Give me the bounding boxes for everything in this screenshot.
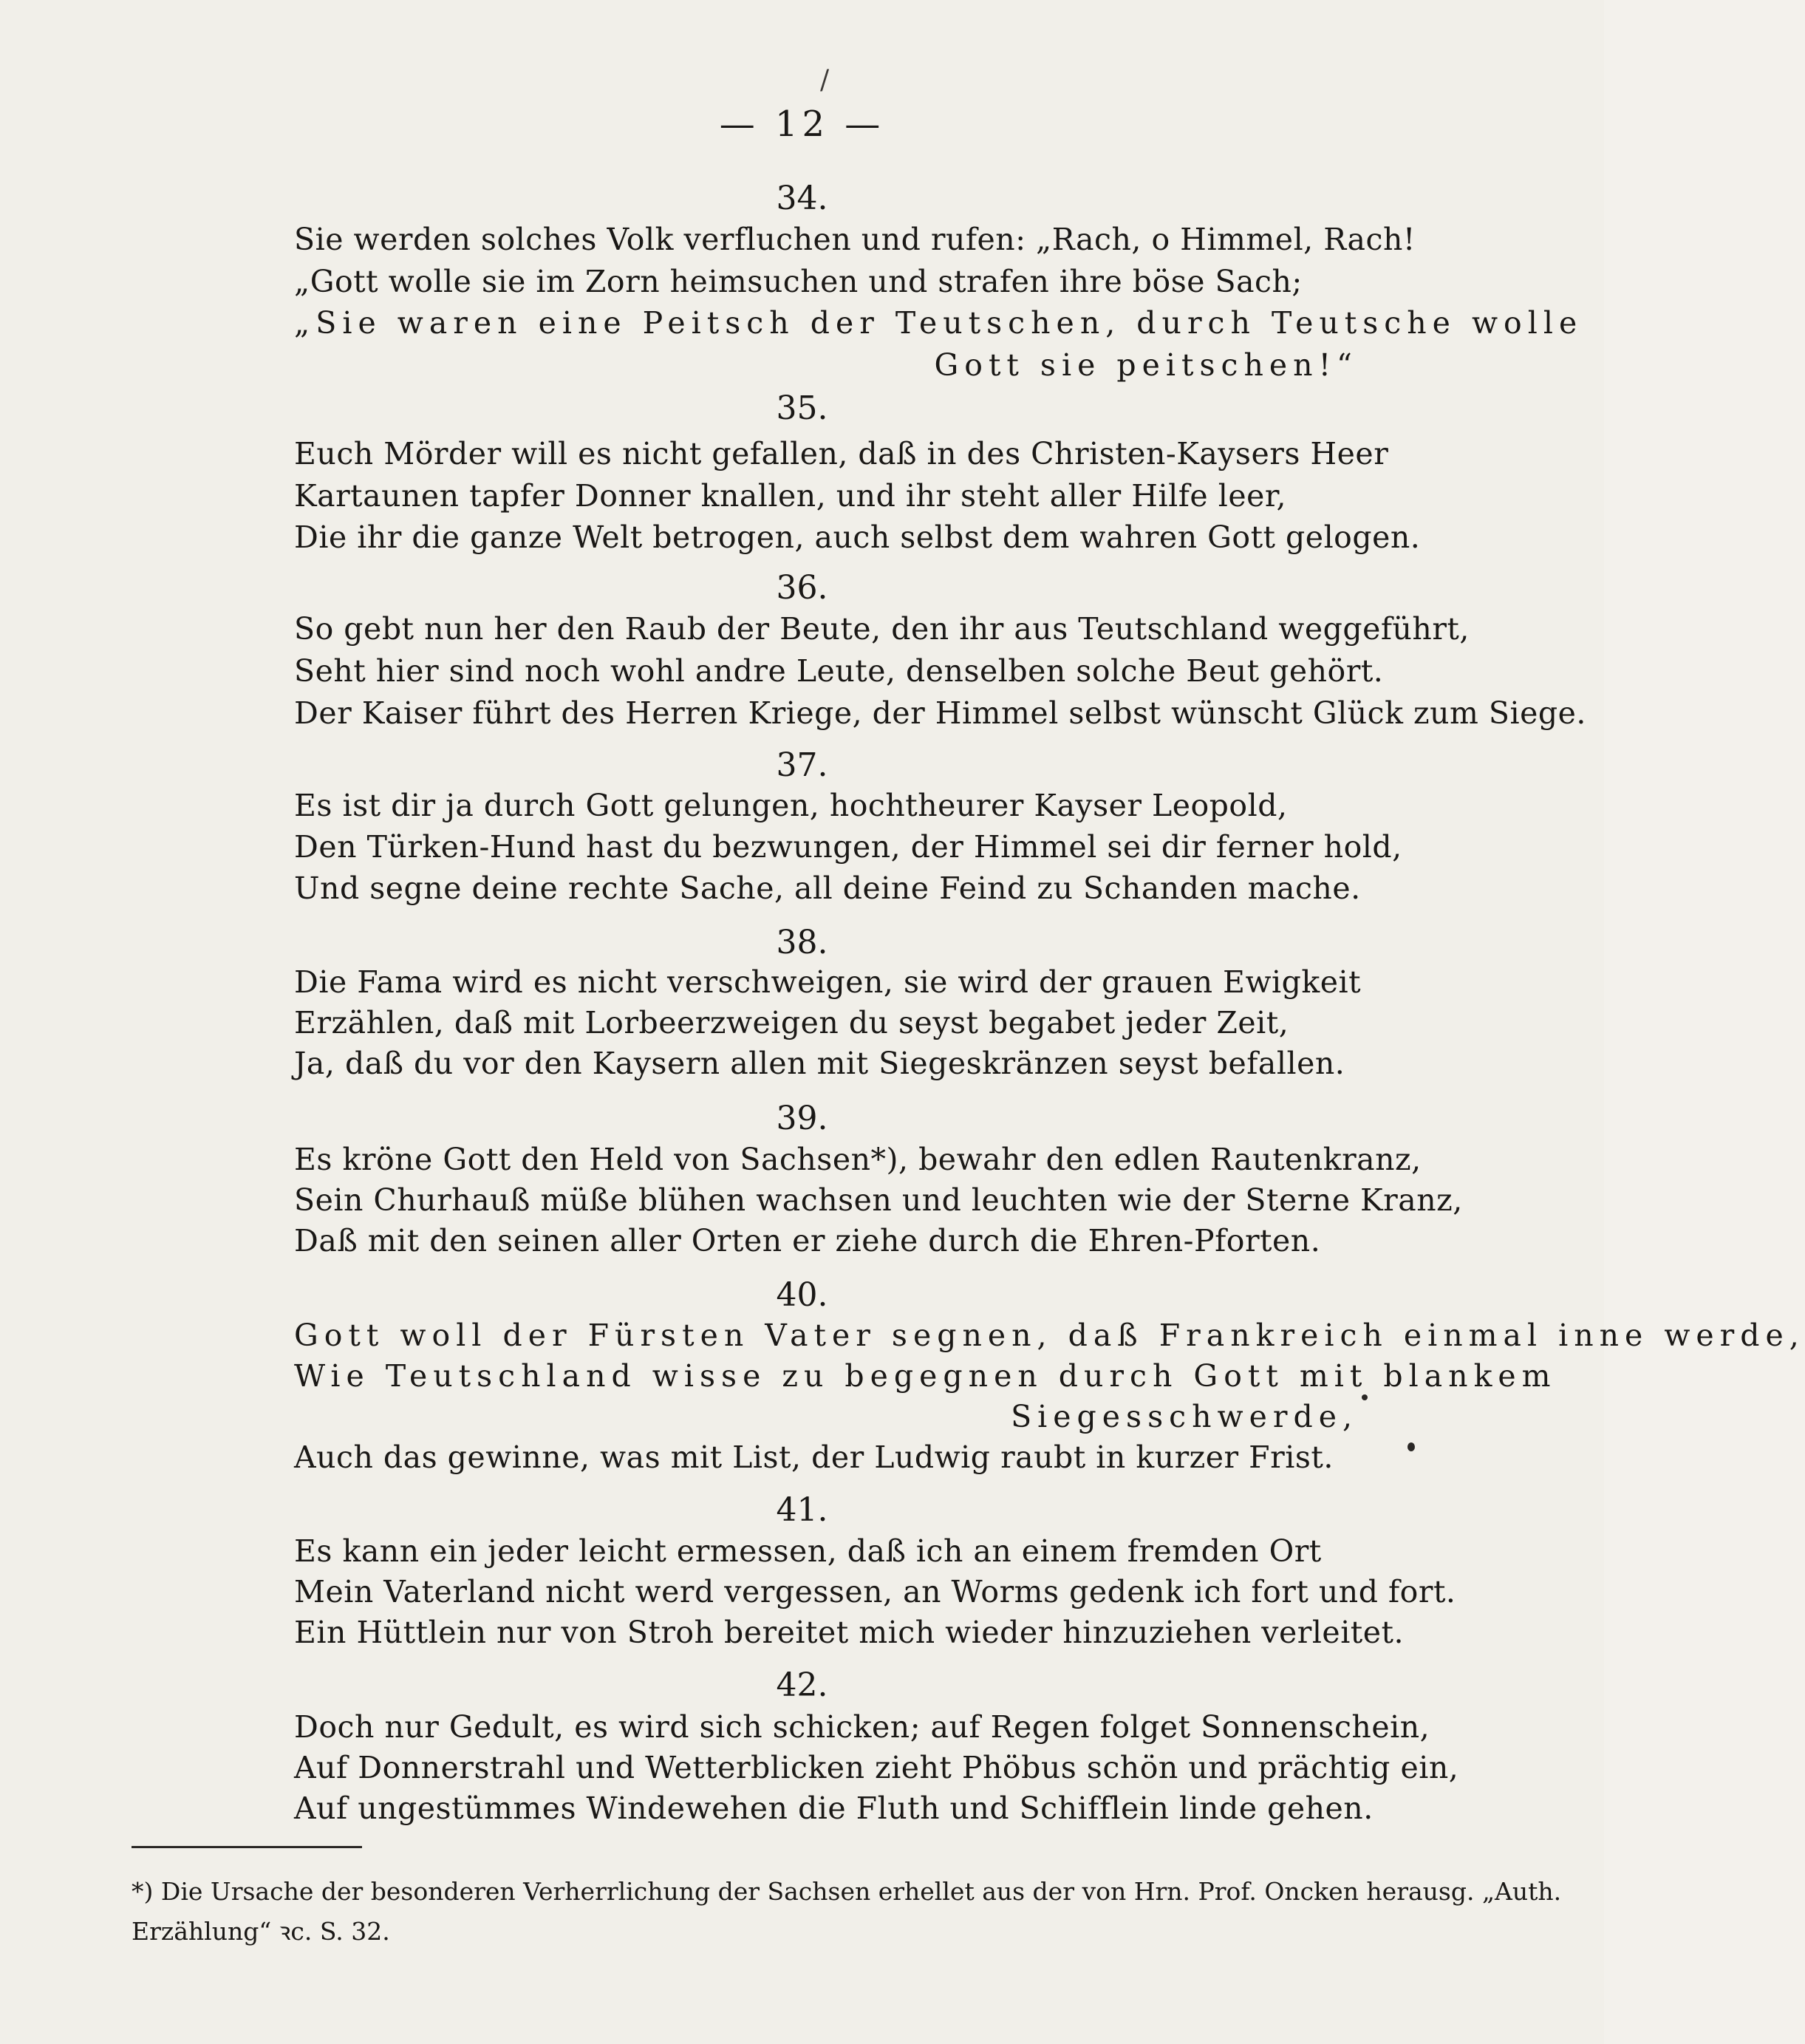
page-number: — 12 — xyxy=(719,103,885,145)
verse-line: Daß mit den seinen aller Orten er ziehe durch die Ehren-Pforten. xyxy=(294,1223,1321,1258)
stanza-number: 37. xyxy=(776,746,828,784)
verse-line: Sie werden solches Volk verfluchen und rufen: „Rach, o Himmel, Rach! xyxy=(294,222,1416,257)
stanza-number: 35. xyxy=(776,389,828,427)
verse-line: Auf ungestümmes Windewehen die Fluth und Schifflein linde gehen. xyxy=(294,1791,1374,1826)
stanza-number: 38. xyxy=(776,924,828,961)
footnote-divider xyxy=(132,1846,362,1848)
stanza-number: 39. xyxy=(776,1100,828,1137)
verse-line: Und segne deine rechte Sache, all deine Feind zu Schanden mache. xyxy=(294,871,1361,906)
verse-line: Es kann ein jeder leicht ermessen, daß ich an einem fremden Ort xyxy=(294,1533,1322,1569)
verse-line: Ein Hüttlein nur von Stroh bereitet mich wieder hinzuziehen verleitet. xyxy=(294,1615,1405,1650)
verse-line: Die Fama wird es nicht verschweigen, sie wird der grauen Ewigkeit xyxy=(294,964,1362,1000)
verse-line-continuation: Siegesschwerde, xyxy=(1011,1399,1358,1434)
verse-line: Der Kaiser führt des Herren Kriege, der Himmel selbst wünscht Glück zum Siege. xyxy=(294,695,1586,731)
verse-line: So gebt nun her den Raub der Beute, den ihr aus Teutschland weggeführt, xyxy=(294,611,1470,647)
verse-line: „Sie waren eine Peitsch der Teutschen, durch Teutsche wolle xyxy=(294,305,1583,341)
stanza-number: 41. xyxy=(776,1491,828,1529)
verse-line: Erzählen, daß mit Lorbeerzweigen du seyst begabet jeder Zeit, xyxy=(294,1005,1289,1040)
ink-speck xyxy=(1408,1442,1415,1451)
verse-line: Seht hier sind noch wohl andre Leute, denselben solche Beut gehört. xyxy=(294,653,1384,689)
verse-line: Gott woll der Fürsten Vater segnen, daß Frankreich einmal inne werde, xyxy=(294,1318,1805,1353)
verse-line-continuation: Gott sie peitschen!“ xyxy=(934,347,1358,383)
verse-line: Den Türken-Hund hast du bezwungen, der Himmel sei dir ferner hold, xyxy=(294,829,1402,865)
verse-line: Auch das gewinne, was mit List, der Ludwig raubt in kurzer Frist. xyxy=(294,1440,1334,1475)
verse-line: „Gott wolle sie im Zorn heimsuchen und strafen ihre böse Sach; xyxy=(294,264,1303,299)
verse-line: Sein Churhauß müße blühen wachsen und leuchten wie der Sterne Kranz, xyxy=(294,1182,1463,1218)
verse-line: Kartaunen tapfer Donner knallen, und ihr steht aller Hilfe leer, xyxy=(294,478,1286,514)
verse-line: Die ihr die ganze Welt betrogen, auch selbst dem wahren Gott gelogen. xyxy=(294,519,1421,555)
stanza-number: 36. xyxy=(776,569,828,607)
verse-line: Es kröne Gott den Held von Sachsen*), bewahr den edlen Rautenkranz, xyxy=(294,1142,1422,1177)
verse-line: Euch Mörder will es nicht gefallen, daß in des Christen-Kaysers Heer xyxy=(294,436,1389,471)
stanza-number: 34. xyxy=(776,180,828,217)
footnote-line: Erzählung“ ꝛc. S. 32. xyxy=(132,1917,390,1946)
verse-line: Ja, daß du vor den Kaysern allen mit Siegeskränzen seyst befallen. xyxy=(294,1046,1345,1081)
verse-line: Mein Vaterland nicht werd vergessen, an Worms gedenk ich fort und fort. xyxy=(294,1574,1456,1609)
verse-line: Wie Teutschland wisse zu begegnen durch Gott mit blankem xyxy=(294,1358,1557,1394)
stanza-number: 40. xyxy=(776,1276,828,1314)
stanza-number: 42. xyxy=(776,1666,828,1704)
verse-line: Auf Donnerstrahl und Wetterblicken zieht Phöbus schön und prächtig ein, xyxy=(294,1750,1459,1785)
verse-line: Doch nur Gedult, es wird sich schicken; auf Regen folget Sonnenschein, xyxy=(294,1709,1430,1745)
stray-pen-mark: / xyxy=(820,65,830,95)
ink-speck xyxy=(1362,1394,1368,1400)
verse-line: Es ist dir ja durch Gott gelungen, hochtheurer Kayser Leopold, xyxy=(294,788,1288,823)
footnote-line: *) Die Ursache der besonderen Verherrlichung der Sachsen erhellet aus der von Hrn. Prof. Oncken herausg. „Auth. xyxy=(132,1877,1562,1906)
